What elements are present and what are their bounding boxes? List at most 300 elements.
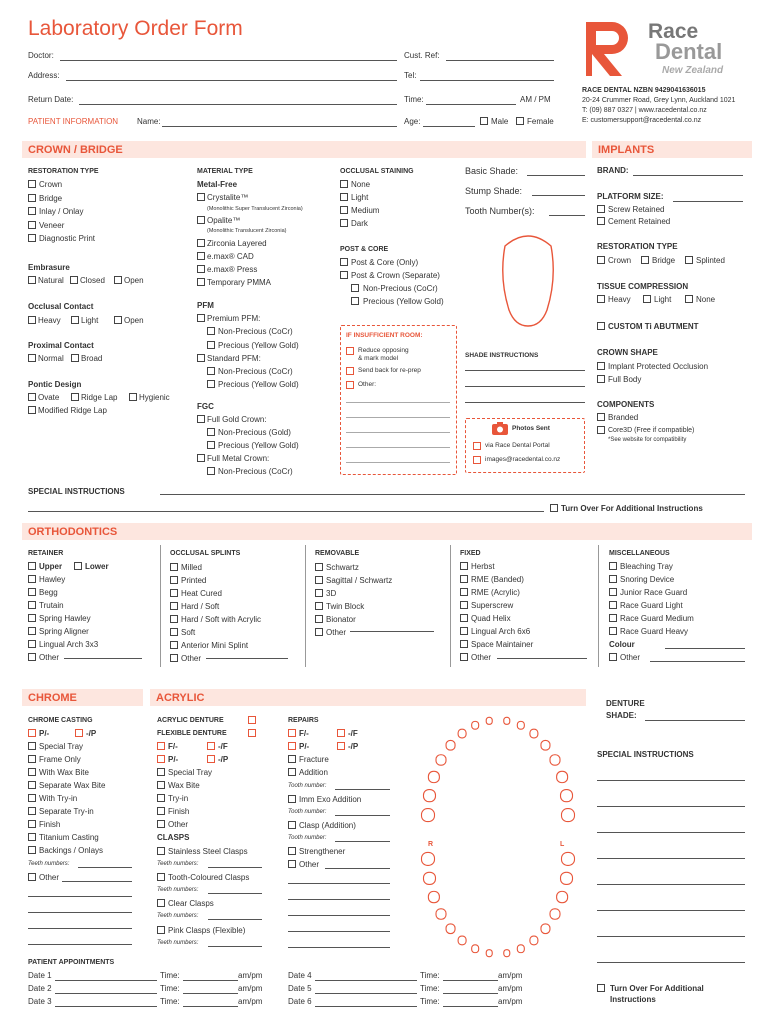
- tooth-icon[interactable]: [561, 872, 573, 884]
- repairs-mf-label: -/F: [348, 729, 358, 738]
- staining-none-checkbox[interactable]: [340, 180, 348, 188]
- denture-instructions-line[interactable]: [597, 936, 745, 937]
- repairs-line[interactable]: [288, 931, 390, 932]
- removable-1-checkbox[interactable]: [315, 576, 323, 584]
- shade-instructions-line[interactable]: [465, 402, 585, 403]
- clear-clasps-checkbox[interactable]: [157, 899, 165, 907]
- chrome-mp-checkbox[interactable]: [75, 729, 83, 737]
- chrome-6-checkbox[interactable]: [28, 820, 36, 828]
- repairs-line[interactable]: [288, 947, 390, 948]
- tooth-icon[interactable]: [486, 950, 492, 957]
- premium-non-precious-checkbox[interactable]: [207, 327, 215, 335]
- splint-2-label: Heat Cured: [181, 589, 222, 598]
- pink-clasps-checkbox[interactable]: [157, 926, 165, 934]
- brand-field[interactable]: [633, 175, 743, 176]
- addition-checkbox[interactable]: [288, 768, 296, 776]
- fixed-1-label: RME (Banded): [471, 575, 524, 584]
- temporary-pmma-checkbox[interactable]: [197, 278, 205, 286]
- fixed-6-checkbox[interactable]: [460, 640, 468, 648]
- send-back-checkbox[interactable]: [346, 367, 354, 375]
- implant-protected-checkbox[interactable]: [597, 362, 605, 370]
- chrome-other-field[interactable]: [62, 881, 132, 882]
- metal-non-precious-checkbox[interactable]: [207, 467, 215, 475]
- appointment-1-date-field[interactable]: [55, 993, 157, 994]
- occlusal-staining-heading: OCCLUSAL STAINING: [340, 168, 414, 175]
- fixed-0-checkbox[interactable]: [460, 562, 468, 570]
- denture-instructions-line[interactable]: [597, 962, 745, 963]
- tooth-icon[interactable]: [436, 909, 446, 919]
- standard-precious-checkbox[interactable]: [207, 380, 215, 388]
- denture-instructions-line[interactable]: [597, 910, 745, 911]
- tooth-icon[interactable]: [428, 771, 439, 782]
- proximal-normal-checkbox[interactable]: [28, 354, 36, 362]
- pontic-ovate-checkbox[interactable]: [28, 393, 36, 401]
- chrome-p-checkbox[interactable]: [28, 729, 36, 737]
- tooth-icon[interactable]: [517, 945, 524, 953]
- retainer-2-checkbox[interactable]: [28, 601, 36, 609]
- misc-2-checkbox[interactable]: [609, 588, 617, 596]
- shade-instructions-line[interactable]: [465, 370, 585, 371]
- splint-2-checkbox[interactable]: [170, 589, 178, 597]
- tooth-icon[interactable]: [561, 790, 573, 802]
- tooth-numbers-field[interactable]: [549, 215, 585, 216]
- post-precious-checkbox[interactable]: [351, 297, 359, 305]
- clear-teeth-numbers-field[interactable]: [208, 919, 262, 920]
- repairs-p-checkbox[interactable]: [288, 742, 296, 750]
- tooth-coloured-teeth-numbers-field[interactable]: [208, 893, 262, 894]
- fixed-6-label: Space Maintainer: [471, 640, 534, 649]
- chrome-5-checkbox[interactable]: [28, 807, 36, 815]
- full-body-checkbox[interactable]: [597, 375, 605, 383]
- misc-other-checkbox[interactable]: [609, 653, 617, 661]
- removable-3-checkbox[interactable]: [315, 602, 323, 610]
- tooth-icon[interactable]: [446, 740, 455, 750]
- contact-light-label: Light: [81, 316, 99, 325]
- column-divider: [450, 545, 451, 667]
- appointment-2-time-field[interactable]: [183, 1006, 238, 1007]
- name-label: Name:: [137, 117, 161, 126]
- post-non-precious-checkbox[interactable]: [351, 284, 359, 292]
- stump-shade-field[interactable]: [532, 195, 585, 196]
- premium-precious-checkbox[interactable]: [207, 341, 215, 349]
- repairs-f-label: F/-: [299, 729, 309, 738]
- gold-non-precious-checkbox[interactable]: [207, 428, 215, 436]
- fixed-2-checkbox[interactable]: [460, 588, 468, 596]
- removable-5-checkbox[interactable]: [315, 628, 323, 636]
- tooth-icon[interactable]: [562, 809, 575, 822]
- chrome-4-checkbox[interactable]: [28, 794, 36, 802]
- appointment-4-time-label: Time:: [420, 984, 440, 993]
- tooth-icon[interactable]: [423, 872, 435, 884]
- tooth-icon[interactable]: [428, 891, 439, 902]
- retainer-5-label: Lingual Arch 3x3: [39, 640, 99, 649]
- proximal-broad-checkbox[interactable]: [71, 354, 79, 362]
- upper-checkbox[interactable]: [28, 562, 36, 570]
- embrasure-closed-checkbox[interactable]: [70, 276, 78, 284]
- splint-4-checkbox[interactable]: [170, 615, 178, 623]
- misc-5-label: Race Guard Heavy: [620, 627, 689, 636]
- platform-size-field[interactable]: [673, 201, 743, 202]
- opalite-checkbox[interactable]: [197, 216, 205, 224]
- acrylic-0-checkbox[interactable]: [157, 768, 165, 776]
- denture-instructions-line[interactable]: [597, 858, 745, 859]
- tissue-light-checkbox[interactable]: [643, 295, 651, 303]
- fixed-5-checkbox[interactable]: [460, 627, 468, 635]
- address-label: Address:: [28, 71, 60, 80]
- cust-ref-field[interactable]: [446, 60, 554, 61]
- zirconia-layered-label: Zirconia Layered: [207, 239, 267, 248]
- removable-2-checkbox[interactable]: [315, 589, 323, 597]
- tooth-icon[interactable]: [541, 740, 550, 750]
- splint-7-checkbox[interactable]: [170, 654, 178, 662]
- insufficient-line[interactable]: [346, 402, 450, 403]
- other-field[interactable]: [206, 658, 288, 659]
- female-checkbox[interactable]: [516, 117, 524, 125]
- tooth-coloured-checkbox[interactable]: [157, 873, 165, 881]
- tooth-icon[interactable]: [422, 852, 435, 865]
- full-metal-crown-label: Full Metal Crown:: [207, 454, 270, 463]
- appointment-5-time-field[interactable]: [443, 1006, 498, 1007]
- restoration-3-checkbox[interactable]: [28, 221, 36, 229]
- imm-exo-checkbox[interactable]: [288, 795, 296, 803]
- restoration-4-checkbox[interactable]: [28, 234, 36, 242]
- cement-retained-label: Cement Retained: [608, 217, 671, 226]
- tooth-icon[interactable]: [458, 936, 466, 945]
- insufficient-line[interactable]: [346, 447, 450, 448]
- chrome-other-checkbox[interactable]: [28, 873, 36, 881]
- special-instructions-field[interactable]: [28, 511, 544, 512]
- addition-tooth-number-field[interactable]: [335, 789, 390, 790]
- colour-field[interactable]: [665, 648, 745, 649]
- appointment-1-time-field[interactable]: [183, 993, 238, 994]
- retainer-6-checkbox[interactable]: [28, 653, 36, 661]
- appointment-1-date-label: Date 2: [28, 984, 52, 993]
- post-non-precious-label: Non-Precious (CoCr): [363, 284, 438, 293]
- restoration-0-label: Crown: [39, 180, 63, 189]
- insufficient-line[interactable]: [346, 432, 450, 433]
- appointment-2-date-field[interactable]: [55, 1006, 157, 1007]
- repairs-f-checkbox[interactable]: [288, 729, 296, 737]
- lower-checkbox[interactable]: [74, 562, 82, 570]
- denture-shade-field[interactable]: [645, 720, 745, 721]
- chrome-3-checkbox[interactable]: [28, 781, 36, 789]
- repairs-mp-label: -/P: [348, 742, 359, 751]
- chrome-2-checkbox[interactable]: [28, 768, 36, 776]
- flexible-denture-checkbox[interactable]: [248, 729, 256, 737]
- zirconia-layered-checkbox[interactable]: [197, 239, 205, 247]
- doctor-field[interactable]: [60, 60, 397, 61]
- acrylic-3-label: Finish: [168, 807, 190, 816]
- clasp-tooth-number-field[interactable]: [335, 841, 390, 842]
- tooth-icon[interactable]: [541, 924, 550, 934]
- splint-1-checkbox[interactable]: [170, 576, 178, 584]
- tooth-icon[interactable]: [530, 936, 538, 945]
- restoration-type-heading: RESTORATION TYPE: [28, 168, 99, 175]
- company-email: E: customersupport@racedental.co.nz: [582, 117, 702, 124]
- fixed-5-label: Lingual Arch 6x6: [471, 627, 531, 636]
- embrasure-open-checkbox[interactable]: [114, 276, 122, 284]
- denture-turn-over-checkbox[interactable]: [597, 984, 605, 992]
- tooth-icon[interactable]: [557, 891, 568, 902]
- fracture-checkbox[interactable]: [288, 755, 296, 763]
- tooth-icon[interactable]: [550, 755, 560, 765]
- emax-cad-checkbox[interactable]: [197, 252, 205, 260]
- emax-press-checkbox[interactable]: [197, 265, 205, 273]
- restoration-0-checkbox[interactable]: [28, 180, 36, 188]
- crystalite-checkbox[interactable]: [197, 193, 205, 201]
- implant-crown-checkbox[interactable]: [597, 256, 605, 264]
- shade-instructions-line[interactable]: [465, 386, 585, 387]
- misc-5-checkbox[interactable]: [609, 627, 617, 635]
- acrylic-header: ACRYLIC: [150, 689, 586, 706]
- repairs-line[interactable]: [288, 883, 390, 884]
- address-field[interactable]: [66, 80, 397, 81]
- acrylic-denture-checkbox[interactable]: [248, 716, 256, 724]
- tooth-icon[interactable]: [446, 924, 455, 934]
- staining-dark-checkbox[interactable]: [340, 219, 348, 227]
- tooth-icon[interactable]: [472, 945, 479, 953]
- restoration-1-checkbox[interactable]: [28, 194, 36, 202]
- gold-non-precious-label: Non-Precious (Gold): [218, 428, 291, 437]
- implant-splinted-checkbox[interactable]: [685, 256, 693, 264]
- denture-instructions-line[interactable]: [597, 884, 745, 885]
- gold-precious-checkbox[interactable]: [207, 441, 215, 449]
- dental-arch-chart[interactable]: [408, 712, 588, 962]
- standard-precious-label: Precious (Yellow Gold): [218, 380, 299, 389]
- male-label: Male: [491, 117, 509, 126]
- tooth-icon[interactable]: [423, 790, 435, 802]
- repairs-other-field[interactable]: [325, 868, 390, 869]
- staining-dark-label: Dark: [351, 219, 368, 228]
- time-field[interactable]: [426, 104, 516, 105]
- post-core-only-checkbox[interactable]: [340, 258, 348, 266]
- repairs-line[interactable]: [288, 899, 390, 900]
- other-insufficient-checkbox[interactable]: [346, 381, 354, 389]
- appointment-0-date-label: Date 1: [28, 971, 52, 980]
- reduce-opposing-checkbox[interactable]: [346, 347, 354, 355]
- proximal-broad-label: Broad: [81, 354, 103, 363]
- stainless-clasps-checkbox[interactable]: [157, 847, 165, 855]
- embrasure-heading: Embrasure: [28, 263, 70, 272]
- images-email-label: images@racedental.co.nz: [485, 456, 561, 463]
- custom-ti-abutment-checkbox[interactable]: [597, 322, 605, 330]
- standard-pfm-label: Standard PFM:: [207, 354, 261, 363]
- strengthener-checkbox[interactable]: [288, 847, 296, 855]
- misc-4-label: Race Guard Medium: [620, 614, 694, 623]
- splint-6-checkbox[interactable]: [170, 641, 178, 649]
- retainer-0-checkbox[interactable]: [28, 575, 36, 583]
- column-divider: [160, 545, 161, 667]
- appointment-5-date-field[interactable]: [315, 1006, 417, 1007]
- special-instructions-field[interactable]: [160, 494, 745, 495]
- retainer-3-checkbox[interactable]: [28, 614, 36, 622]
- core3d-note: *See website for compatibility: [608, 437, 687, 443]
- custom-ti-abutment-label: CUSTOM Ti ABUTMENT: [608, 322, 699, 331]
- chrome-8-label: Backings / Onlays: [39, 846, 104, 855]
- clasp-addition-checkbox[interactable]: [288, 821, 296, 829]
- appointment-4-ampm-label: am/pm: [498, 984, 523, 993]
- tooth-icon[interactable]: [472, 721, 479, 729]
- full-metal-crown-checkbox[interactable]: [197, 454, 205, 462]
- repairs-mf-checkbox[interactable]: [337, 729, 345, 737]
- retainer-4-checkbox[interactable]: [28, 627, 36, 635]
- standard-pfm-checkbox[interactable]: [197, 354, 205, 362]
- full-gold-crown-checkbox[interactable]: [197, 415, 205, 423]
- repairs-mp-checkbox[interactable]: [337, 742, 345, 750]
- turn-over-checkbox[interactable]: [550, 504, 558, 512]
- name-field[interactable]: [162, 126, 397, 127]
- chrome-8-checkbox[interactable]: [28, 846, 36, 854]
- denture-instructions-line[interactable]: [597, 780, 745, 781]
- appointment-3-date-field[interactable]: [315, 980, 417, 981]
- core3d-checkbox[interactable]: [597, 426, 605, 434]
- pontic-modified-ridge-lap-checkbox[interactable]: [28, 406, 36, 414]
- chrome-7-checkbox[interactable]: [28, 833, 36, 841]
- acrylic-2-checkbox[interactable]: [157, 794, 165, 802]
- pink-teeth-numbers-field[interactable]: [208, 946, 262, 947]
- contact-heavy-checkbox[interactable]: [28, 316, 36, 324]
- insufficient-line[interactable]: [346, 417, 450, 418]
- misc-3-label: Race Guard Light: [620, 601, 683, 610]
- repairs-line[interactable]: [288, 915, 390, 916]
- premium-pfm-checkbox[interactable]: [197, 314, 205, 322]
- insufficient-line[interactable]: [346, 462, 450, 463]
- reduce-opposing-label: Reduce opposing: [358, 347, 409, 354]
- misc-0-checkbox[interactable]: [609, 562, 617, 570]
- strengthener-label: Strengthener: [299, 847, 346, 856]
- other-field[interactable]: [350, 631, 434, 632]
- full-gold-crown-label: Full Gold Crown:: [207, 415, 267, 424]
- fixed-other-field[interactable]: [497, 658, 587, 659]
- chrome-line[interactable]: [28, 896, 132, 897]
- return-date-field[interactable]: [79, 104, 397, 105]
- standard-non-precious-checkbox[interactable]: [207, 367, 215, 375]
- acrylic-mf-checkbox[interactable]: [207, 742, 215, 750]
- retainer-1-checkbox[interactable]: [28, 588, 36, 596]
- removable-0-checkbox[interactable]: [315, 563, 323, 571]
- implant-bridge-checkbox[interactable]: [641, 256, 649, 264]
- contact-light-checkbox[interactable]: [71, 316, 79, 324]
- chrome-1-checkbox[interactable]: [28, 755, 36, 763]
- restoration-2-label: Inlay / Onlay: [39, 207, 84, 216]
- misc-1-checkbox[interactable]: [609, 575, 617, 583]
- acrylic-p-checkbox[interactable]: [157, 755, 165, 763]
- denture-instructions-line[interactable]: [597, 832, 745, 833]
- restoration-3-label: Veneer: [39, 220, 65, 230]
- acrylic-mp-checkbox[interactable]: [207, 755, 215, 763]
- tissue-none-checkbox[interactable]: [685, 295, 693, 303]
- fixed-4-checkbox[interactable]: [460, 614, 468, 622]
- tooth-icon[interactable]: [422, 809, 435, 822]
- splint-5-checkbox[interactable]: [170, 628, 178, 636]
- branded-checkbox[interactable]: [597, 413, 605, 421]
- fixed-3-checkbox[interactable]: [460, 601, 468, 609]
- arch-left-label: L: [560, 841, 565, 848]
- tel-field[interactable]: [420, 80, 554, 81]
- pontic-ridge-lap-checkbox[interactable]: [71, 393, 79, 401]
- misc-other-field[interactable]: [650, 661, 745, 662]
- appointment-3-ampm-label: am/pm: [498, 971, 523, 980]
- staining-light-checkbox[interactable]: [340, 193, 348, 201]
- chrome-teeth-numbers-field[interactable]: [78, 867, 132, 868]
- screw-retained-checkbox[interactable]: [597, 205, 605, 213]
- denture-instructions-line[interactable]: [597, 806, 745, 807]
- retainer-5-checkbox[interactable]: [28, 640, 36, 648]
- splint-3-checkbox[interactable]: [170, 602, 178, 610]
- basic-shade-label: Basic Shade:: [465, 166, 519, 176]
- acrylic-1-checkbox[interactable]: [157, 781, 165, 789]
- material-type-heading: MATERIAL TYPE: [197, 168, 253, 175]
- gold-precious-label: Precious (Yellow Gold): [218, 441, 299, 450]
- chrome-line[interactable]: [28, 944, 132, 945]
- tooth-icon[interactable]: [530, 729, 538, 738]
- staining-medium-checkbox[interactable]: [340, 206, 348, 214]
- cement-retained-checkbox[interactable]: [597, 217, 605, 225]
- other-insufficient-label: Other:: [358, 381, 377, 388]
- tissue-heavy-checkbox[interactable]: [597, 295, 605, 303]
- tooth-icon[interactable]: [517, 721, 524, 729]
- tooth-icon[interactable]: [562, 852, 575, 865]
- tooth-icon[interactable]: [436, 755, 446, 765]
- tooth-icon[interactable]: [458, 729, 466, 738]
- tooth-icon[interactable]: [550, 909, 560, 919]
- chrome-line[interactable]: [28, 912, 132, 913]
- male-checkbox[interactable]: [480, 117, 488, 125]
- misc-3-checkbox[interactable]: [609, 601, 617, 609]
- tooth-icon[interactable]: [504, 717, 510, 724]
- chrome-0-checkbox[interactable]: [28, 742, 36, 750]
- images-email-checkbox[interactable]: [473, 456, 481, 464]
- imm-exo-tooth-number-field[interactable]: [335, 815, 390, 816]
- tooth-icon[interactable]: [504, 950, 510, 957]
- metal-non-precious-label: Non-Precious (CoCr): [218, 467, 293, 476]
- repairs-other-checkbox[interactable]: [288, 860, 296, 868]
- tooth-icon[interactable]: [486, 717, 492, 724]
- chrome-line[interactable]: [28, 928, 132, 929]
- removable-4-checkbox[interactable]: [315, 615, 323, 623]
- acrylic-3-checkbox[interactable]: [157, 807, 165, 815]
- restoration-1-label: Bridge: [39, 193, 63, 203]
- company-phone: T: (09) 887 0327 | www.racedental.co.nz: [582, 107, 707, 114]
- via-portal-checkbox[interactable]: [473, 442, 481, 450]
- premium-pfm-label: Premium PFM:: [207, 314, 261, 323]
- acrylic-4-checkbox[interactable]: [157, 820, 165, 828]
- other-field[interactable]: [64, 658, 142, 659]
- tooth-icon[interactable]: [557, 771, 568, 782]
- appointment-4-date-field[interactable]: [315, 993, 417, 994]
- appointment-0-time-field[interactable]: [183, 980, 238, 981]
- post-crown-separate-checkbox[interactable]: [340, 271, 348, 279]
- appointment-0-date-field[interactable]: [55, 980, 157, 981]
- basic-shade-field[interactable]: [527, 175, 585, 176]
- appointment-4-time-field[interactable]: [443, 993, 498, 994]
- acrylic-f-checkbox[interactable]: [157, 742, 165, 750]
- age-field[interactable]: [423, 126, 475, 127]
- embrasure-natural-checkbox[interactable]: [28, 276, 36, 284]
- contact-open-checkbox[interactable]: [114, 316, 122, 324]
- chrome-p-label: P/-: [39, 729, 50, 738]
- acrylic-2-label: Try-in: [168, 794, 189, 803]
- pontic-hygienic-checkbox[interactable]: [129, 393, 137, 401]
- appointment-3-time-field[interactable]: [443, 980, 498, 981]
- splint-0-checkbox[interactable]: [170, 563, 178, 571]
- restoration-2-checkbox[interactable]: [28, 207, 36, 215]
- fixed-7-checkbox[interactable]: [460, 653, 468, 661]
- misc-4-checkbox[interactable]: [609, 614, 617, 622]
- stainless-teeth-numbers-field[interactable]: [208, 867, 262, 868]
- fixed-1-checkbox[interactable]: [460, 575, 468, 583]
- fixed-0-label: Herbst: [471, 562, 495, 571]
